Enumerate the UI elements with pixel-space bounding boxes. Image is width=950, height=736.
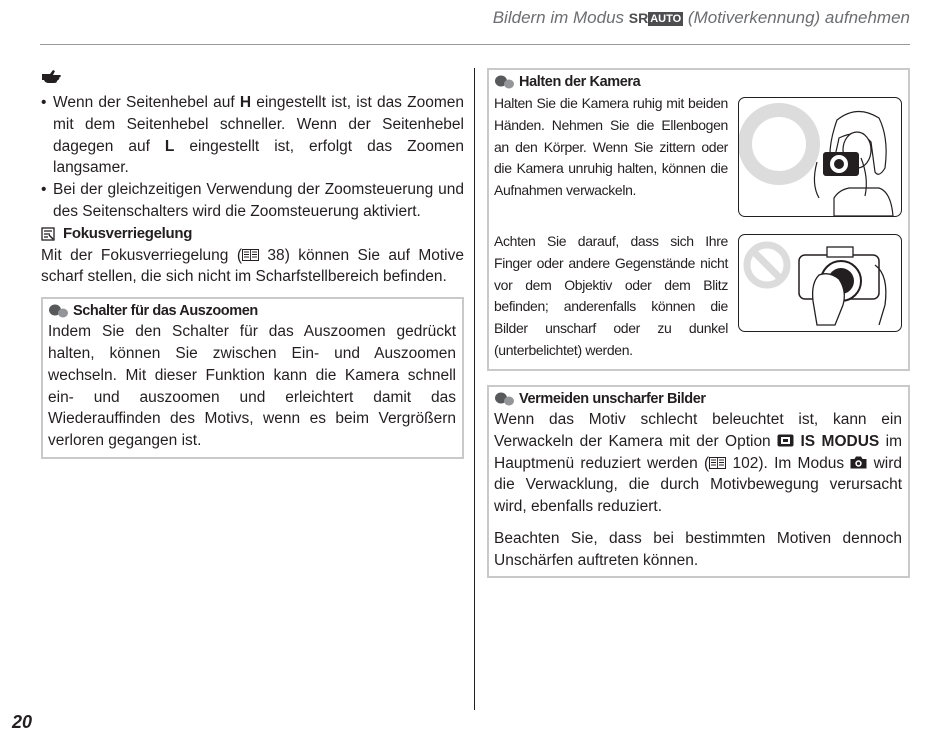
focus-text: Mit der Fokusverriegelung ( xyxy=(41,246,243,264)
text-part: ). Im Modus xyxy=(758,454,851,472)
is-modus-label: IS MODUS xyxy=(794,432,880,450)
focus-lock-icon xyxy=(41,227,55,241)
bullet-dot: • xyxy=(41,181,47,199)
book-icon xyxy=(242,249,259,261)
bullet-text: Bei der gleichzeitigen Verwendung der Zoomsteuerung und des Seitenschalters wird die Zoomsteuerung aktiviert. xyxy=(53,181,464,220)
book-icon xyxy=(709,457,726,469)
box-title-text: Schalter für das Auszoomen xyxy=(73,303,258,320)
correct-holding-illustration xyxy=(738,97,902,217)
box-text: Achten Sie darauf, dass sich Ihre Finger oder andere Gegenstände nicht vor dem Objektiv oder dem Blitz befinden; anderenfalls können die Bilder unscharf oder zu dunkel (unterbelichtet) werden. xyxy=(494,233,728,358)
bullet-dot: • xyxy=(41,94,47,111)
box-text: Indem Sie den Schalter für das Auszoomen gedrückt halten, können Sie zwischen Ein- und Auszoomen wechseln. Mit dieser Funktion kann die Kamera schnell ein- und auszoomen und erleichtert damit das Wiederauffinden des Motivs, wenn es beim Vergrößern verloren gegangen ist. xyxy=(48,323,456,450)
page-ref: 102 xyxy=(726,454,759,472)
tip-bubble-icon xyxy=(48,303,70,319)
page-number: 20 xyxy=(12,712,33,732)
pointing-hand-icon xyxy=(41,66,464,90)
bullet-bold: L xyxy=(164,137,175,155)
list-item xyxy=(41,179,464,223)
camera-icon xyxy=(850,456,867,469)
tip-bubble-icon xyxy=(494,391,516,407)
header-rule xyxy=(40,44,910,45)
box-title xyxy=(48,301,456,321)
list-item xyxy=(41,92,464,179)
left-column xyxy=(41,66,464,459)
text-part: im Hauptmenü reduziert werden ( xyxy=(494,432,903,472)
focus-lock-heading xyxy=(41,223,464,245)
incorrect-holding-illustration xyxy=(738,234,902,332)
box-text xyxy=(494,409,902,518)
sr-badge: SR xyxy=(628,10,649,26)
text-part: wird die Verwacklung, die durch Motivbewegung verursacht wird, ebenfalls reduziert. xyxy=(494,454,903,516)
holding-camera-box xyxy=(487,68,910,371)
bullet-text: eingestellt ist, erfolgt das Zoomen langsamer. xyxy=(53,137,464,177)
box-title-text: Halten der Kamera xyxy=(519,74,641,90)
auto-badge: AUTO xyxy=(650,13,682,25)
bullet-text: Wenn der Seitenhebel auf xyxy=(53,94,240,111)
box-title-text: Vermeiden unscharfer Bilder xyxy=(519,391,706,407)
header-title-after: (Motiverkennung) aufnehmen xyxy=(683,8,910,27)
focus-lock-text xyxy=(41,245,464,289)
prohibited-icon xyxy=(747,245,787,285)
page-header xyxy=(40,6,910,30)
avoid-blur-box xyxy=(487,385,910,578)
page-ref: 38 xyxy=(259,246,285,264)
box-title xyxy=(494,72,902,92)
box-title xyxy=(494,389,902,409)
text-part: Wenn das Motiv schlecht beleuchtet ist, kann ein Verwackeln der Kamera mit der Option xyxy=(494,411,902,450)
focus-text: ) können Sie auf Motive scharf stellen, die sich nicht im Scharfstellbereich befinden. xyxy=(41,246,464,286)
bullet-text: eingestellt ist, ist das Zoomen mit dem Seitenhebel schneller. Wenn der Seitenhebel dagegen auf xyxy=(53,94,464,155)
zoom-out-switch-box xyxy=(41,297,464,459)
box-text: Halten Sie die Kamera ruhig mit beiden Händen. Nehmen Sie die Ellenbogen an den Körper. Wenn Sie zittern oder die Kamera unruhig halten, können die Aufnahmen verwackeln. xyxy=(494,95,728,199)
focus-lock-title: Fokusverriegelung xyxy=(63,224,193,242)
column-divider xyxy=(474,68,475,710)
correct-ring-icon xyxy=(745,110,813,178)
stabilizer-icon xyxy=(777,434,794,447)
box-text: Beachten Sie, dass bei bestimmten Motiven dennoch Unschärfen auftreten können. xyxy=(494,529,902,569)
tip-bubble-icon xyxy=(494,74,516,90)
header-title-before: Bildern im Modus xyxy=(492,8,629,27)
bullet-bold: H xyxy=(239,94,252,111)
